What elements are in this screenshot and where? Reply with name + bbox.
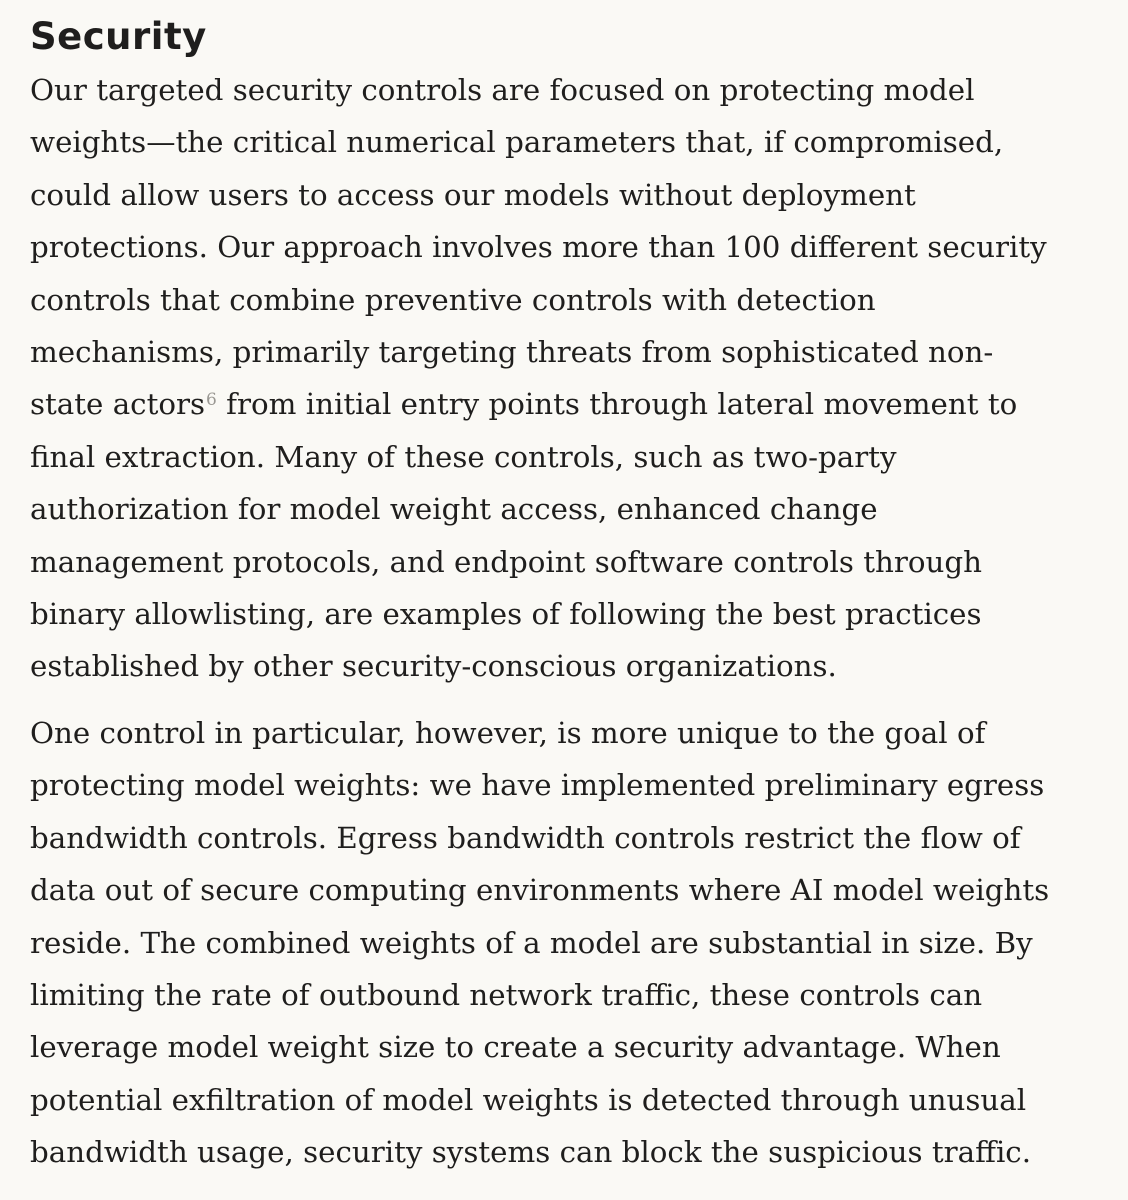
text-line: mechanisms, primarily targeting threats from sophisticated non- [30, 335, 994, 370]
text-line: bandwidth controls. Egress bandwidth controls restrict the flow of [30, 820, 1021, 855]
article-section [30, 14, 1120, 1179]
text-line: Our targeted security controls are focused on protecting model [30, 73, 975, 107]
text-line: data out of secure computing environments where AI model weights [30, 873, 1050, 908]
text-line: controls that combine preventive controls with detection [30, 282, 876, 317]
text-line: management protocols, and endpoint software controls through [30, 544, 983, 579]
text-line: authorization for model weight access, enhanced change [30, 492, 878, 527]
text-line: bandwidth usage, security systems can block the suspicious traffic. [30, 1135, 1032, 1170]
text-segment: state actors [30, 387, 206, 422]
text-line: established by other security-conscious organizations. [30, 649, 837, 684]
text-line: One control in particular, however, is more unique to the goal of [30, 715, 986, 750]
section-heading: Security [30, 15, 207, 58]
text-segment: from initial entry points through lateral movement to [216, 387, 1018, 422]
paragraph-spacer [30, 693, 1120, 707]
text-line: could allow users to access our models without deployment [30, 177, 916, 212]
text-line: final extraction. Many of these controls, such as two-party [30, 439, 897, 474]
footnote-reference-link[interactable]: 6 [206, 390, 217, 411]
text-line: leverage model weight size to create a security advantage. When [30, 1030, 1001, 1065]
text-line: limiting the rate of outbound network traffic, these controls can [30, 977, 983, 1012]
text-line: protections. Our approach involves more than 100 different security [30, 230, 1047, 265]
text-line: binary allowlisting, are examples of following the best practices [30, 597, 982, 632]
text-line: reside. The combined weights of a model are substantial in size. By [30, 925, 1033, 960]
text-line: potential exfiltration of model weights is detected through unusual [30, 1082, 1027, 1117]
text-line: weights—the critical numerical parameters that, if compromised, [30, 125, 1004, 160]
paragraph-2 [30, 707, 1120, 1179]
text-line: protecting model weights: we have implemented preliminary egress [30, 768, 1045, 803]
paragraph-1 [30, 64, 1120, 693]
text-line-with-footnote [30, 378, 1120, 430]
